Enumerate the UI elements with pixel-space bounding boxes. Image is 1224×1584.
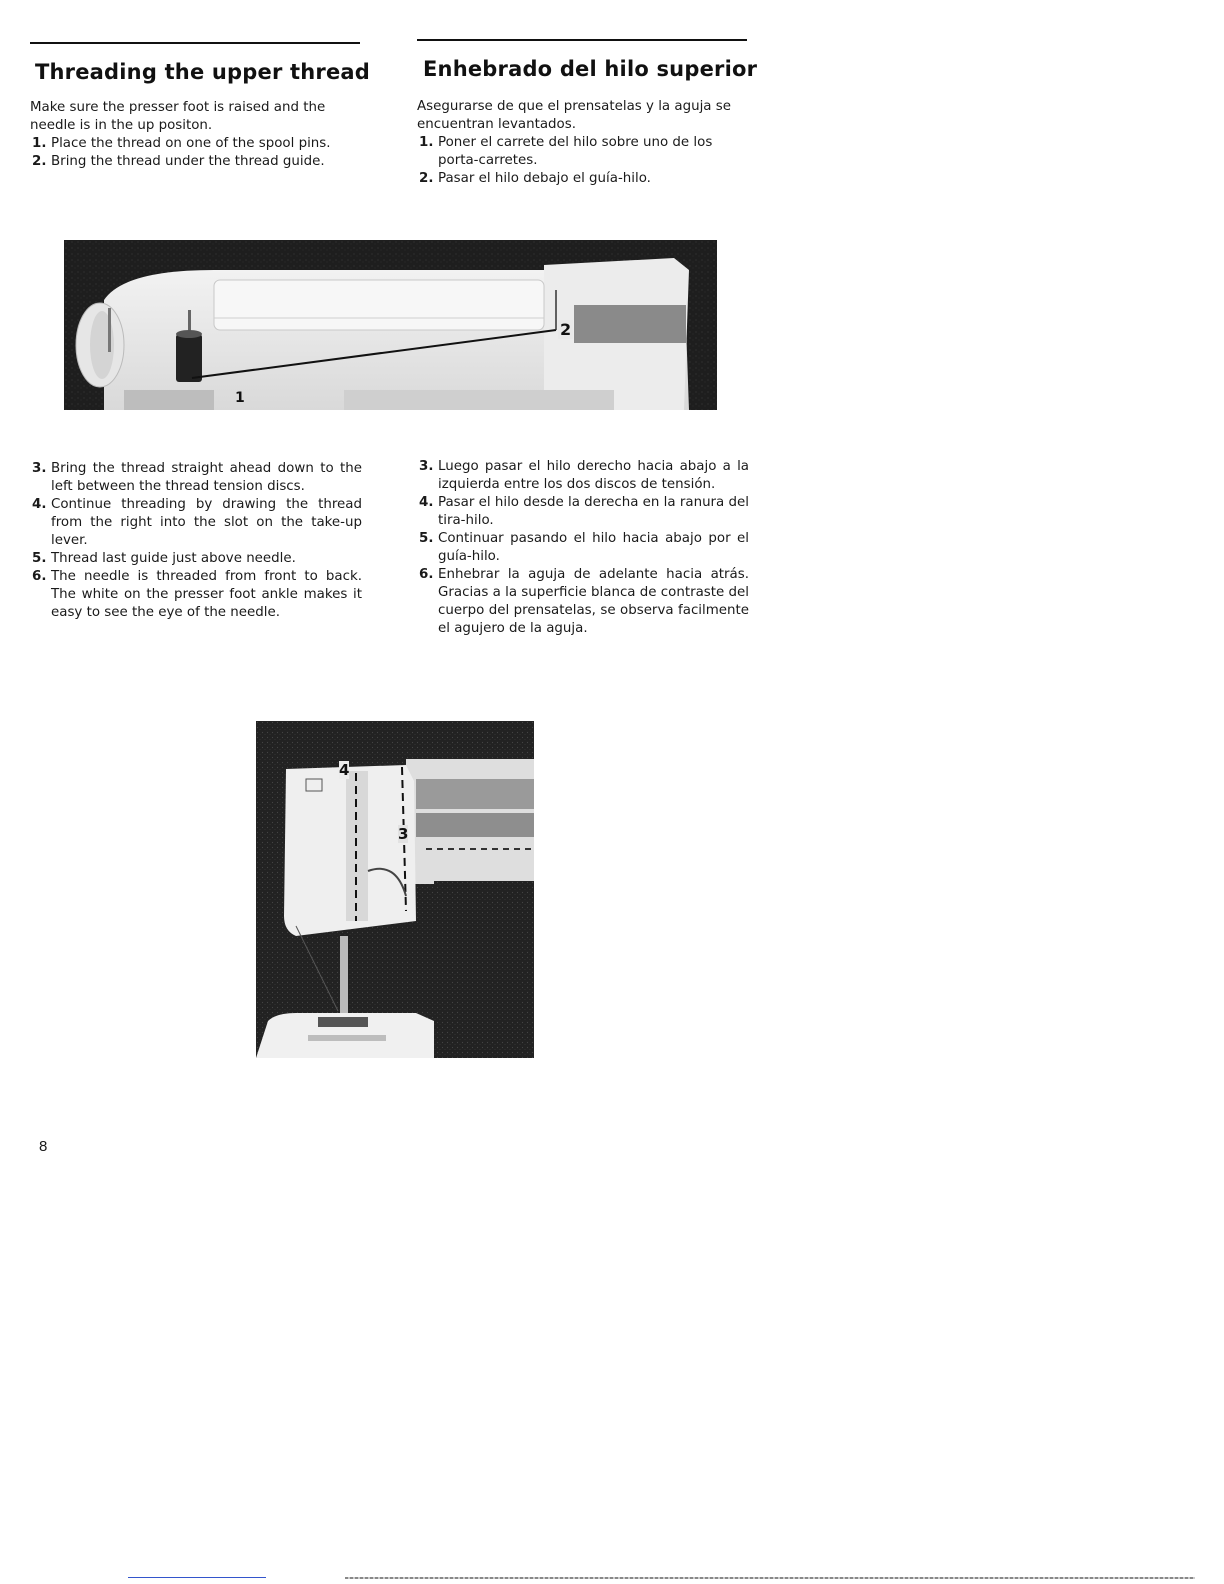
steps-list-en-b [30,460,362,622]
footer-underline [128,1577,266,1578]
list-item: 4. Continue threading by drawing the thread from the right into the slot on the take-up lever. [32,497,362,548]
section-title-es: Enhebrado del hilo superior [423,57,758,81]
list-item: 6. The needle is threaded from front to back. The white on the presser foot ankle makes it easy to see the eye of the needle. [32,569,362,620]
list-item: 3. Bring the thread straight ahead down to the left between the thread tension discs. [32,461,362,494]
spanish-steps-continued [417,458,749,638]
steps-list-es-b [417,458,749,638]
steps-list-en-a [30,135,362,171]
section-rule [417,39,747,41]
callout-label-4: 4 [339,761,350,779]
list-item: 2. Pasar el hilo debajo el guía-hilo. [419,171,651,186]
section-rule [30,42,360,44]
english-steps-continued [30,460,362,622]
english-column [30,42,371,171]
list-item: 1. Place the thread on one of the spool pins. [32,136,331,151]
list-item: 2. Bring the thread under the thread guide. [32,154,325,169]
list-item: 3. Luego pasar el hilo derecho hacia abajo a la izquierda entre los dos discos de tensión. [419,459,749,492]
figure-tension-takeup [256,721,534,1058]
sewing-machine-head-image [256,721,534,1058]
sewing-machine-top-image [64,240,717,410]
figure-spool-thread-guide [64,240,717,410]
section-title-en: Threading the upper thread [35,60,371,84]
intro-text-es: Asegurarse de que el prensatelas y la aguja se encuentran levantados. [417,99,731,132]
callout-label-2: 2 [560,320,572,339]
steps-list-es-a [417,134,749,188]
list-item: 1. Poner el carrete del hilo sobre uno de los porta-carretes. [419,135,713,168]
list-item: 5. Thread last guide just above needle. [32,551,296,566]
list-item: 4. Pasar el hilo desde la derecha en la ranura del tira-hilo. [419,495,749,528]
callout-label-1: 1 [235,390,245,406]
callout-label-3: 3 [398,825,409,843]
intro-text-en: Make sure the presser foot is raised and the needle is in the up positon. [30,100,326,133]
spanish-column [417,39,758,188]
scan-artifact-line [345,1577,1195,1579]
list-item: 6. Enhebrar la aguja de adelante hacia atrás. Gracias a la superficie blanca de contraste del cuerpo del prensatelas, se observa facilmente el agujero de la aguja. [419,567,749,636]
list-item: 5. Continuar pasando el hilo hacia abajo por el guía-hilo. [419,531,749,564]
page-number: 8 [39,1138,48,1155]
